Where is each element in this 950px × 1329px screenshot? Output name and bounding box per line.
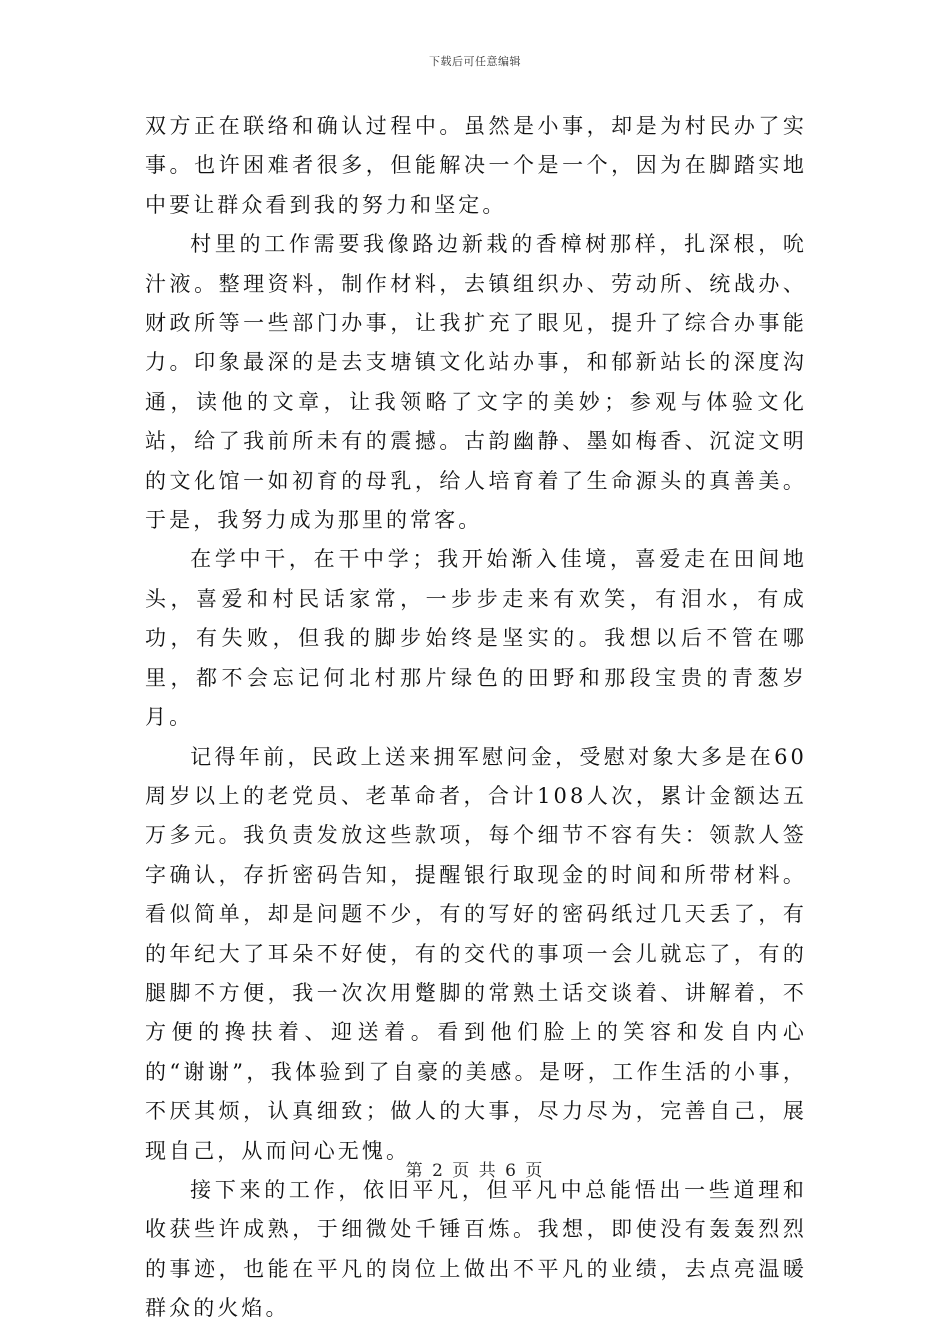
- page-footer: [0, 1156, 950, 1181]
- paragraph-learning-while-working: 在学中干，在干中学；我开始渐入佳境，喜爱走在田间地头，喜爱和村民话家常，一步步走来有欢笑，有泪水，有成功，有失败，但我的脚步始终是坚实的。我想以后不管在哪里，都不会忘记何北村那片绿色的田野和那段宝贵的青葱岁月。: [145, 547, 807, 730]
- paragraph-future-work: 接下来的工作，依旧平凡，但平凡中总能悟出一些道理和收获些许成熟，于细微处千锤百炼。我想，即使没有轰轰烈烈的事迹，也能在平凡的岗位上做出不平凡的业绩，去点亮温暖群众的火焰。: [145, 1177, 807, 1321]
- paragraph-military-support-funds: 记得年前，民政上送来拥军慰问金，受慰对象大多是在60周岁以上的老党员、老革命者，合计108人次，累计金额达五万多元。我负责发放这些款项，每个细节不容有失：领款人签字确认，存折密码告知，提醒银行取现金的时间和所带材料。看似简单，却是问题不少，有的写好的密码纸过几天丢了，有的年纪大了耳朵不好使，有的交代的事项一会儿就忘了，有的腿脚不方便，我一次次用蹩脚的常熟土话交谈着、讲解着，不方便的搀扶着、迎送着。看到他们脸上的笑容和发自内心的“谢谢”，我体验到了自豪的美感。是呀，工作生活的小事，不厌其烦，认真细致；做人的大事，尽力尽为，完善自己，展现自己，从而问心无愧。: [145, 744, 807, 1163]
- paragraph-continuation: 双方正在联络和确认过程中。虽然是小事，却是为村民办了实事。也许困难者很多，但能解决一个是一个，因为在脚踏实地中要让群众看到我的努力和坚定。: [145, 114, 807, 217]
- current-page-number: 2: [432, 1161, 445, 1181]
- paragraph-village-work: 村里的工作需要我像路边新栽的香樟树那样，扎深根，吮汁液。整理资料，制作材料，去镇组织办、劳动所、统战办、财政所等一些部门办事，让我扩充了眼见，提升了综合办事能力。印象最深的是去支塘镇文化站办事，和郁新站长的深度沟通，读他的文章，让我领略了文字的美妙；参观与体验文化站，给了我前所未有的震撼。古韵幽静、墨如梅香、沉淀文明的文化馆一如初育的母乳，给人培育着了生命源头的真善美。于是，我努力成为那里的常客。: [145, 232, 807, 533]
- footer-page-word: 页: [452, 1161, 472, 1181]
- footer-total-word: 共: [478, 1161, 498, 1181]
- footer-prefix: 第: [405, 1161, 425, 1181]
- document-body: [145, 107, 807, 1329]
- footer-suffix: 页: [525, 1161, 545, 1181]
- page-header-note: 下载后可任意编辑: [429, 55, 521, 68]
- total-page-count: 6: [505, 1161, 518, 1181]
